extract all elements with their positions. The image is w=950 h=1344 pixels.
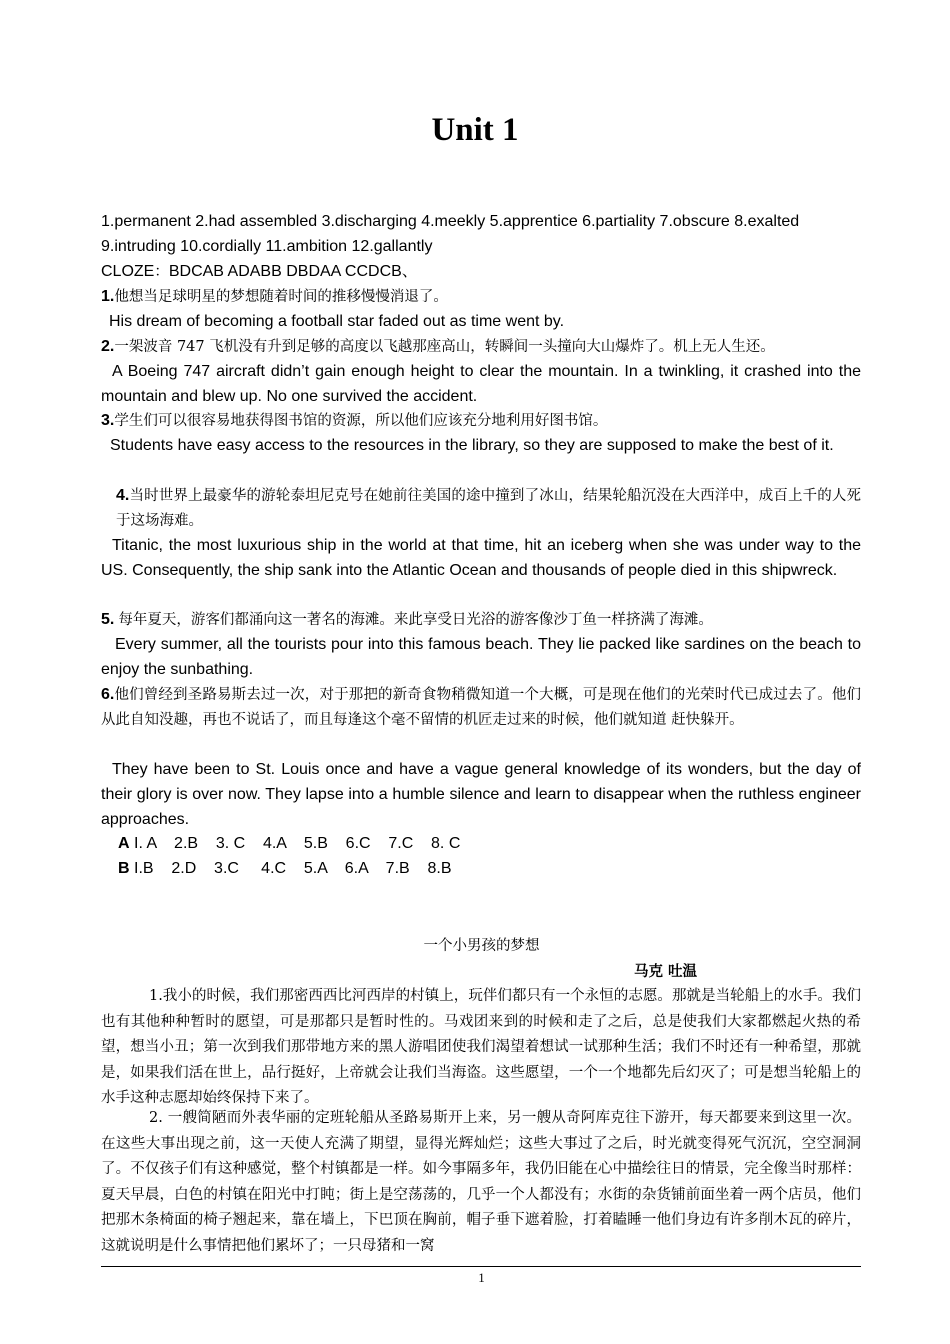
translation-chinese: 学生们可以很容易地获得图书馆的资源，所以他们应该充分地利用好图书馆。 (114, 413, 608, 429)
translation-chinese: 他想当足球明星的梦想随着时间的推移慢慢消退了。 (114, 289, 448, 305)
translation-number: 1. (101, 288, 115, 305)
answers-label: B (118, 860, 130, 877)
story-paragraph-1: 1.我小的时候，我们那密西西比河西岸的村镇上，玩伴们都只有一个永恒的志愿。那就是当轮船上的水手。我们也有其他种种暂时的愿望，可是那都只是暂时性的。马戏团来到的时候和走了之后，总是使我们大家都燃起火热的希望，想当小丑；第一次到我们那带地方来的黑人游唱团使我们渴望着想试一试那种生活；我们不时还有一种希望，那就是，如果我们活在世上，品行挺好，上帝就会让我们当海盗。这些愿望，一个一个地都先后幻灭了；可是想当轮船上的水手这种志愿却始终保持下来了。 (101, 988, 861, 1107)
translation-number: 2. (101, 338, 115, 355)
cloze-label: CLOZE (101, 263, 155, 280)
unit-title: Unit 1 (431, 112, 519, 148)
translation-number: 3. (101, 412, 115, 429)
translation-number: 4. (116, 487, 130, 504)
answers-items: I. A 2.B 3. C 4.A 5.B 6.C 7.C 8. C (134, 835, 461, 852)
translation-number: 6. (101, 686, 115, 703)
answers-label: A (118, 835, 130, 852)
translation-chinese: 他们曾经到圣路易斯去过一次，对于那把的新奇食物稍微知道一个大概，可是现在他们的光荣时代已成过去了。他们从此自知没趣，再也不说话了，而且每逢这个毫不留情的机匠走过来的时候，他们就知道 赶快躲开。 (101, 687, 861, 728)
cloze-separator: ： (154, 264, 169, 280)
translation-5-en: Every summer, all the tourists pour into this famous beach. They lie packed like sardines on the beach to enjoy the sunbathing. (101, 636, 861, 678)
translation-chinese: 每年夏天，游客们都涌向这一著名的海滩。来此享受日光浴的游客像沙丁鱼一样挤满了海滩。 (118, 612, 713, 628)
answers-row-b (118, 857, 451, 882)
cloze-answers (101, 260, 861, 285)
vocab-line-2: 9.intruding 10.cordially 11.ambition 12.gallantly (101, 238, 433, 255)
page-number: 1 (478, 1270, 485, 1285)
translation-5-zh (101, 608, 861, 633)
cloze-key: BDCAB ADABB DBDAA CCDCB、 (168, 263, 418, 280)
translation-3-zh (101, 409, 861, 434)
translation-2-en: A Boeing 747 aircraft didn’t gain enough height to clear the mountain. In a twinkling, it crashed into the mountain and blew up. No one survived the accident. (101, 363, 861, 405)
translation-4-zh (116, 484, 861, 534)
translation-number: 5. (101, 611, 115, 628)
translation-2-zh (101, 335, 861, 360)
vocab-line-1: 1.permanent 2.had assembled 3.discharging 4.meekly 5.apprentice 6.partiality 7.obscure 8.exalted (101, 213, 800, 230)
translation-1-en: His dream of becoming a football star faded out as time went by. (109, 313, 565, 330)
translation-1-zh (101, 285, 861, 310)
translation-chinese: 当时世界上最豪华的游轮泰坦尼克号在她前往美国的途中撞到了冰山，结果轮船沉没在大西洋中，成百上千的人死于这场海难。 (116, 488, 861, 529)
translation-6-en: They have been to St. Louis once and have a vague general knowledge of its wonders, but the day of their glory is over now. They lapse into a humble silence and learn to disappear when the ruthless engineer approaches. (101, 761, 861, 828)
answers-row-a (118, 832, 460, 857)
story-title: 一个小男孩的梦想 (423, 938, 540, 954)
translation-6-zh (101, 683, 861, 733)
story-author: 马克 吐温 (634, 963, 698, 980)
footer-divider (101, 1266, 861, 1267)
translation-4-en: Titanic, the most luxurious ship in the world at that time, hit an iceberg when she was under way to the US. Consequently, the ship sank into the Atlantic Ocean and thousands of people died in this shipwreck. (101, 537, 861, 579)
translation-3-en: Students have easy access to the resources in the library, so they are supposed to make the best of it. (110, 437, 834, 454)
answers-items: I.B 2.D 3.C 4.C 5.A 6.A 7.B 8.B (134, 860, 452, 877)
translation-chinese: 一架波音 747 飞机没有升到足够的高度以飞越那座高山，转瞬间一头撞向大山爆炸了。机上无人生还。 (114, 339, 775, 355)
story-paragraph-2: 2. 一艘简陋而外表华丽的定班轮船从圣路易斯开上来，另一艘从奇阿库克往下游开，每天都要来到这里一次。在这些大事出现之前，这一天使人充满了期望，显得光辉灿烂；这些大事过了之后，时光就变得死气沉沉，空空洞洞了。不仅孩子们有这种感觉，整个村镇都是一样。如今事隔多年，我仍旧能在心中描绘往日的情景，完全像当时那样：夏天早晨，白色的村镇在阳光中打盹；街上是空荡荡的，几乎一个人都没有；水街的杂货铺前面坐着一两个店员，他们把那木条椅面的椅子翘起来，靠在墙上，下巴顶在胸前，帽子垂下遮着脸，打着瞌睡一他们身边有许多削木瓦的碎片，这就说明是什么事情把他们累坏了；一只母猪和一窝 (101, 1110, 861, 1254)
